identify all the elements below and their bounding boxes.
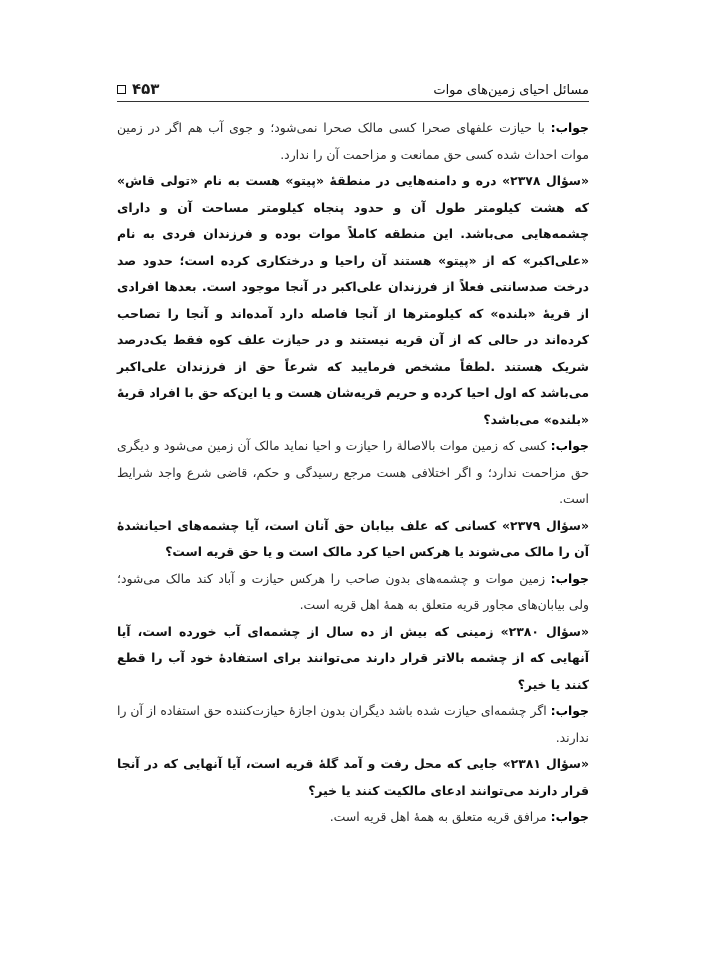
answer-paragraph (117, 804, 589, 831)
answer-paragraph (117, 566, 589, 619)
answer-text: کسی که زمین موات بالاصالة را حیازت و احیا نماید مالک آن زمین می‌شود و دیگری حق مزاحمت ندارد؛ و اگر اختلافی هست مرجع رسیدگی و حکم، قاضی شرع واجد شرایط است. (117, 438, 589, 506)
answer-label: جواب: (550, 120, 589, 135)
answer-label: جواب: (550, 438, 589, 453)
answer-label: جواب: (550, 809, 589, 824)
answer-text: مرافق قریه متعلق به همهٔ اهل قریه است. (329, 809, 551, 824)
answer-text: اگر چشمه‌ای حیازت شده باشد دیگران بدون اجازهٔ حیازت‌کننده حق استفاده از آن را ندارند. (117, 703, 589, 745)
answer-text: زمین موات و چشمه‌های بدون صاحب را هرکس حیازت و آباد کند مالک می‌شود؛ ولی بیابان‌های مجاور قریه متعلق به همهٔ اهل قریه است. (117, 570, 589, 612)
question-number: «سؤال ۲۳۸۱» (502, 756, 589, 771)
page-number-box (117, 80, 159, 98)
answer-label: جواب: (550, 570, 589, 586)
question-number: «سؤال ۲۳۷۸» (502, 173, 589, 188)
page-number: ۴۵۳ (132, 80, 160, 98)
answer-paragraph (117, 115, 589, 168)
header-divider (117, 101, 589, 102)
question-text: دره و دامنه‌هایی در منطقهٔ «پیتو» هست به نام «تولی قاش» که هشت کیلومتر طول آن و حدود پنجاه کیلومتر مساحت آن و دارای چشمه‌هایی می‌باشد. این منطقه کاملاً موات بوده و فرزندان فردی به نام «علی‌اکبر» که از «پیتو» هستند آن راحیا و درختکاری کرده است؛ حدود صد درخت صدسانتی فعلاً از فرزندان علی‌اکبر در آنجا موجود است. بعدها افرادی از قریهٔ «بلنده» که کیلومترها از آنجا فاصله دارد آمده‌اند و آنجا را تصاحب کرده‌اند در حالی که از آن قریه نیستند و در حیازت علف کوه فقط یک‌درصد شریک هستند .لطفاً مشخص فرمایید که شرعاً حق از فرزندان علی‌اکبر می‌باشد که اول احیا کرده و حریم قریه‌شان هست و یا این‌که حق با افراد قریهٔ «بلنده» می‌باشد؟ (117, 173, 589, 427)
answer-label: جواب: (550, 703, 589, 718)
question-number: «سؤال ۲۳۸۰» (500, 623, 589, 639)
body-text (117, 115, 589, 831)
question-text: زمینی که بیش از ده سال از چشمه‌ای آب خورده است، آیا آنهایی که از چشمه بالاتر قرار دارند می‌توانند برای استفادهٔ خود آب را قطع کنند یا خیر؟ (117, 623, 589, 692)
question-number: «سؤال ۲۳۷۹» (502, 517, 589, 533)
answer-paragraph (117, 433, 589, 513)
question-paragraph (117, 168, 589, 433)
question-text: کسانی که علف بیابان حق آنان است، آیا چشمه‌های احیانشدهٔ آن را مالک می‌شوند یا هرکس احیا کرد مالک است و یا حق قریه است؟ (117, 517, 589, 559)
question-paragraph (117, 513, 589, 566)
answer-paragraph (117, 698, 589, 751)
question-text: جایی که محل رفت و آمد گلهٔ قریه است، آیا آنهایی که در آنجا قرار دارند می‌توانند ادعای مالکیت کنند یا خیر؟ (117, 756, 589, 798)
question-paragraph (117, 619, 589, 699)
answer-text: با حیازت علفهای صحرا کسی مالک صحرا نمی‌شود؛ و جوی آب هم اگر در زمین موات احداث شده کسی حق ممانعت و مزاحمت آن را ندارد. (117, 120, 589, 162)
square-ornament-icon (117, 85, 126, 94)
question-paragraph (117, 751, 589, 804)
running-title: مسائل احیای زمین‌های موات (433, 83, 589, 98)
page-header (117, 76, 589, 98)
